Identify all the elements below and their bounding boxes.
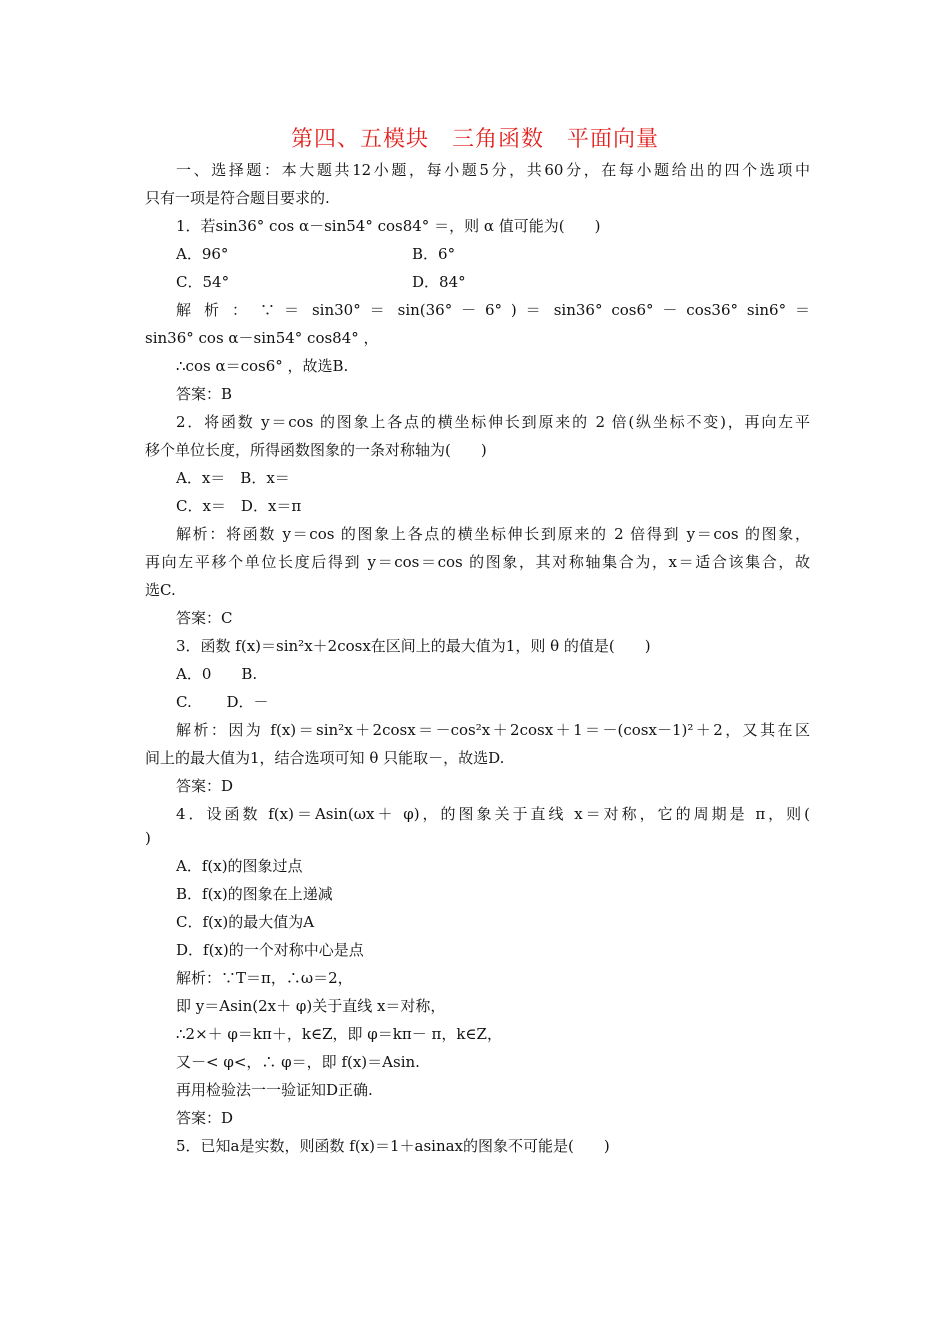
question-4-solution-line-4: 又－< φ<，∴ φ＝，即 f(x)＝Asin. [176, 1053, 420, 1071]
question-3-stem: 3．函数 f(x)＝sin²x＋2cosx在区间上的最大值为1，则 θ 的值是( ) [176, 637, 651, 655]
question-1-solution-line-3: ∴cos α＝cos6° ，故选B. [176, 357, 349, 375]
question-4-answer: 答案：D [176, 1109, 234, 1127]
question-3-options-cd: C. D．－ [176, 693, 269, 711]
question-4-stem-line-2: ) [145, 829, 151, 847]
page-title: 第四、五模块 三角函数 平面向量 [290, 127, 659, 152]
question-4-solution-line-5: 再用检验法一一验证知D正确. [176, 1081, 373, 1099]
question-4-solution-line-1: 解析：∵T＝π，∴ω＝2， [176, 969, 353, 987]
question-4-option-b: B．f(x)的图象在上递减 [176, 885, 333, 903]
question-2-options-cd: C．x＝ D．x＝π [176, 497, 302, 515]
question-2-solution-line-2: 再向左平移个单位长度后得到 y＝cos＝cos 的图象，其对称轴集合为，x＝适合该集合，故 [145, 553, 810, 571]
question-1-solution-line-1: 解 析 ： ∵ ＝ sin30° ＝ sin(36° － 6° ) ＝ sin36° cos6° － cos36° sin6° ＝ [176, 301, 810, 319]
question-2-answer: 答案：C [176, 609, 233, 627]
question-4-option-c: C．f(x)的最大值为A [176, 913, 315, 931]
question-4-stem-line-1: 4．设函数 f(x)＝Asin(ωx＋ φ)，的图象关于直线 x＝对称，它的周期是 π，则( [176, 805, 810, 823]
question-1-answer: 答案：B [176, 385, 233, 403]
question-1-option-c: C．54° [176, 273, 230, 291]
question-2-solution-line-3: 选C. [145, 581, 176, 599]
question-4-option-a: A．f(x)的图象过点 [176, 857, 303, 875]
section-instruction-line-2: 只有一项是符合题目要求的. [145, 189, 330, 207]
question-3-answer: 答案：D [176, 777, 234, 795]
question-3-options-ab: A．0 B. [176, 665, 258, 683]
question-2-options-ab: A．x＝ B．x＝ [176, 469, 290, 487]
question-4-solution-line-2: 即 y＝Asin(2x＋ φ)关于直线 x＝对称， [176, 997, 446, 1015]
question-1-stem: 1．若sin36° cos α－sin54° cos84° ＝，则 α 值可能为( ) [176, 217, 601, 235]
question-1-solution-line-2: sin36° cos α－sin54° cos84° ， [145, 329, 379, 347]
question-2-stem-line-2: 移个单位长度，所得函数图象的一条对称轴为( ) [145, 441, 487, 459]
question-4-solution-line-3: ∴2×＋ φ＝kπ＋，k∈Z，即 φ＝kπ－ π，k∈Z， [176, 1025, 502, 1043]
question-1-option-d: D．84° [412, 273, 466, 291]
question-3-solution-line-1: 解析：因为 f(x)＝sin²x＋2cosx＝－cos²x＋2cosx＋1＝－(cosx－1)²＋2，又其在区 [176, 721, 810, 739]
question-5-stem: 5．已知a是实数，则函数 f(x)＝1＋asinax的图象不可能是( ) [176, 1137, 610, 1155]
question-1-option-b: B．6° [412, 245, 456, 263]
question-1-option-a: A．96° [176, 245, 229, 263]
section-instruction-line-1: 一、选择题：本大题共12小题，每小题5分，共60分，在每小题给出的四个选项中 [176, 161, 810, 179]
question-2-stem-line-1: 2．将函数 y＝cos 的图象上各点的横坐标伸长到原来的 2 倍(纵坐标不变)，再向左平 [176, 413, 810, 431]
question-4-option-d: D．f(x)的一个对称中心是点 [176, 941, 364, 959]
question-3-solution-line-2: 间上的最大值为1，结合选项可知 θ 只能取－，故选D. [145, 749, 505, 767]
question-2-solution-line-1: 解析：将函数 y＝cos 的图象上各点的横坐标伸长到原来的 2 倍得到 y＝cos 的图象， [176, 525, 810, 543]
